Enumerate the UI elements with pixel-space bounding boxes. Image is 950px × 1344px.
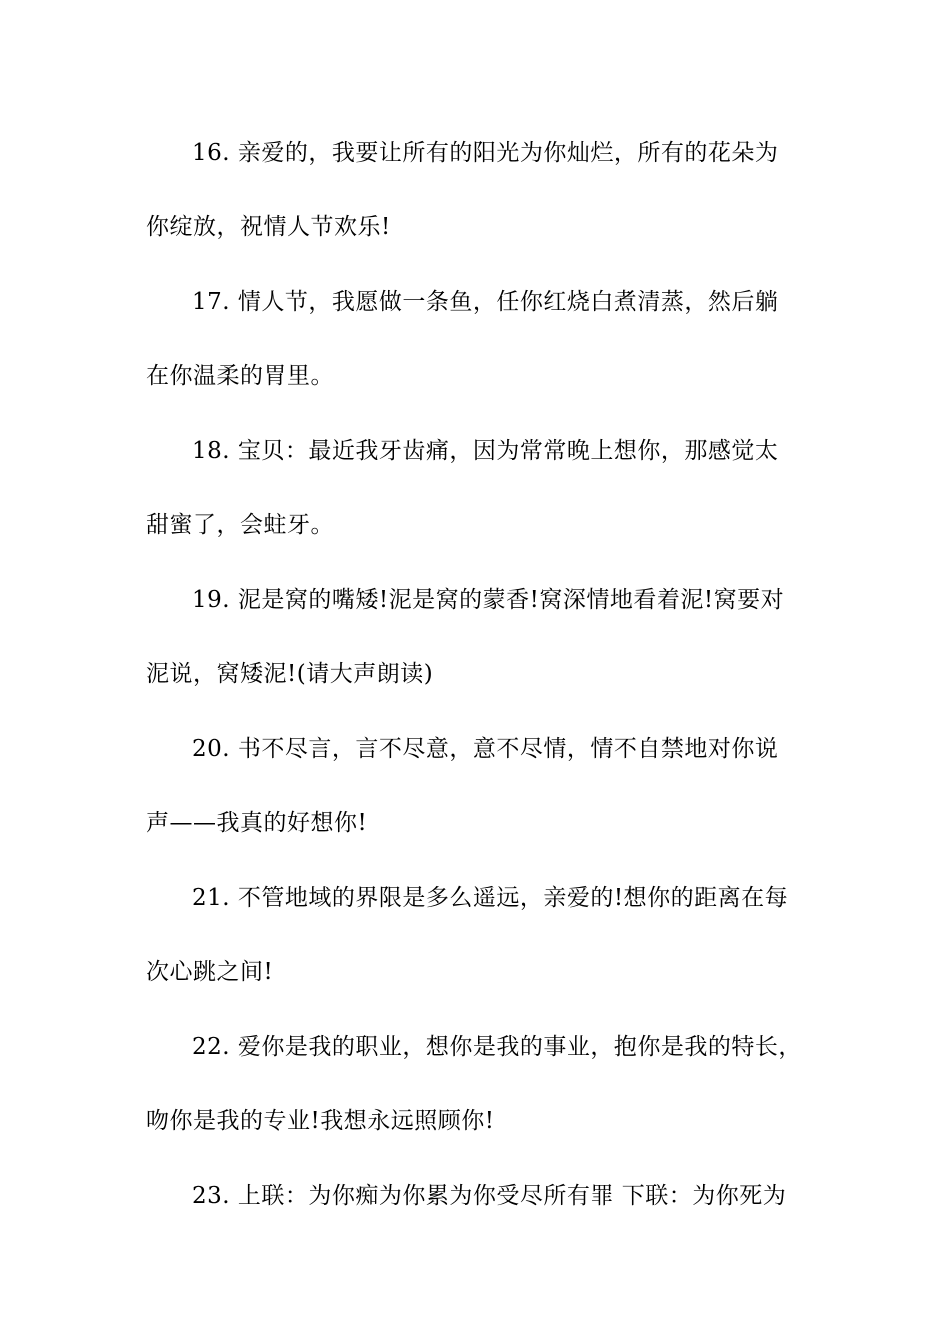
entry-19-line-2: 泥说，窝矮泥!(请大声朗读) [146, 661, 434, 687]
entry-17-line-2: 在你温柔的胃里。 [146, 363, 334, 389]
entry-18-line-1: 18. 宝贝：最近我牙齿痛，因为常常晚上想你，那感觉太 [192, 438, 779, 464]
entry-20-line-2: 声——我真的好想你! [146, 810, 368, 836]
entry-22-line-1: 22. 爱你是我的职业，想你是我的事业，抱你是我的特长， [192, 1034, 802, 1060]
entry-16-line-1: 16. 亲爱的，我要让所有的阳光为你灿烂，所有的花朵为 [192, 140, 779, 166]
entry-18-line-2: 甜蜜了，会蛀牙。 [146, 512, 334, 538]
entry-22-line-2: 吻你是我的专业!我想永远照顾你! [146, 1108, 495, 1134]
entry-16-line-2: 你绽放，祝情人节欢乐! [146, 214, 391, 240]
entry-21-line-2: 次心跳之间! [146, 959, 274, 985]
entry-17-line-1: 17. 情人节，我愿做一条鱼，任你红烧白煮清蒸，然后躺 [192, 289, 779, 315]
entry-21-line-1: 21. 不管地域的界限是多么遥远，亲爱的!想你的距离在每 [192, 885, 789, 911]
entry-23-line-1: 23. 上联：为你痴为你累为你受尽所有罪 下联：为你死为 [192, 1183, 787, 1209]
entry-20-line-1: 20. 书不尽言，言不尽意，意不尽情，情不自禁地对你说 [192, 736, 779, 762]
entry-19-line-1: 19. 泥是窝的嘴矮!泥是窝的蒙香!窝深情地看着泥!窝要对 [192, 587, 785, 613]
